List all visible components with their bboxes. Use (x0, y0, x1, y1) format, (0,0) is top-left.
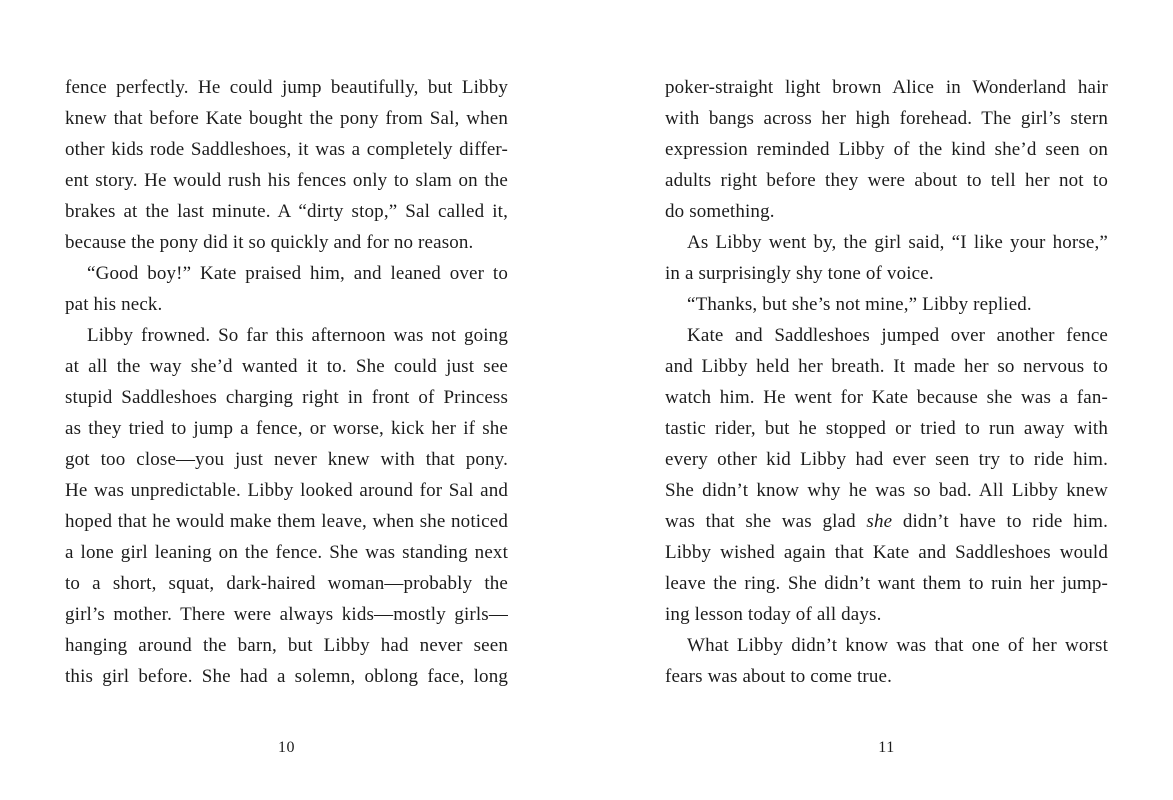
text-line: “Good boy!” Kate praised him, and leaned over to (87, 263, 508, 284)
text-line: What Libby didn’t know was that one of her worst (687, 635, 1108, 656)
text-line: brakes at the last minute. A “dirty stop,” Sal called it, (65, 201, 508, 222)
text-line: fence perfectly. He could jump beautifully, but Libby (65, 77, 508, 98)
text-line: hoped that he would make them leave, when she noticed (65, 511, 508, 532)
text-line: tastic rider, but he stopped or tried to run away with (665, 418, 1108, 439)
text-line: and Libby held her breath. It made her so nervous to (665, 356, 1108, 377)
text-line: this girl before. She had a solemn, oblong face, long (65, 666, 508, 687)
text-line: hanging around the barn, but Libby had never seen (65, 635, 508, 656)
text-line: pat his neck. (65, 294, 163, 315)
text-line: expression reminded Libby of the kind she’d seen on (665, 139, 1108, 160)
text-line: knew that before Kate bought the pony from Sal, when (65, 108, 508, 129)
text-line: Libby frowned. So far this afternoon was not going (87, 325, 508, 346)
text-line: do something. (665, 201, 775, 222)
page-left (0, 0, 586, 800)
text-line: to a short, squat, dark-haired woman—probably the (65, 573, 508, 594)
text-line: because the pony did it so quickly and for no reason. (65, 232, 474, 253)
text-line: every other kid Libby had ever seen try to ride him. (665, 449, 1108, 470)
page-right-number: 11 (878, 739, 895, 756)
text-line: as they tried to jump a fence, or worse, kick her if she (65, 418, 508, 439)
text-line: in a surprisingly shy tone of voice. (665, 263, 934, 284)
text-line: other kids rode Saddleshoes, it was a completely differ- (65, 139, 508, 160)
text-line: adults right before they were about to tell her not to (665, 170, 1108, 191)
text-line: leave the ring. She didn’t want them to ruin her jump- (665, 573, 1108, 594)
page-left-number: 10 (278, 739, 295, 756)
text-line: ent story. He would rush his fences only to slam on the (65, 170, 508, 191)
text-line: got too close—you just never knew with that pony. (65, 449, 508, 470)
text-line: As Libby went by, the girl said, “I like your horse,” (687, 232, 1108, 253)
text-line: stupid Saddleshoes charging right in front of Princess (65, 387, 508, 408)
page-right (587, 0, 1173, 800)
text-line: watch him. He went for Kate because she was a fan- (665, 387, 1108, 408)
text-line: Libby wished again that Kate and Saddleshoes would (665, 542, 1108, 563)
text-line: “Thanks, but she’s not mine,” Libby replied. (687, 294, 1032, 315)
text-line: fears was about to come true. (665, 666, 892, 687)
text-line: He was unpredictable. Libby looked around for Sal and (65, 480, 508, 501)
page-left-text (65, 72, 508, 692)
text-line: girl’s mother. There were always kids—mostly girls— (65, 604, 508, 625)
text-line: ing lesson today of all days. (665, 604, 882, 625)
text-line: poker-straight light brown Alice in Wonderland hair (665, 77, 1108, 98)
text-line: Kate and Saddleshoes jumped over another fence (687, 325, 1108, 346)
text-line: at all the way she’d wanted it to. She could just see (65, 356, 508, 377)
text-line: with bangs across her high forehead. The girl’s stern (665, 108, 1108, 129)
page-right-text (665, 72, 1108, 692)
text-line: a lone girl leaning on the fence. She was standing next (65, 542, 508, 563)
text-line: was that she was glad she didn’t have to ride him. (665, 511, 1108, 532)
text-line: She didn’t know why he was so bad. All Libby knew (665, 480, 1108, 501)
